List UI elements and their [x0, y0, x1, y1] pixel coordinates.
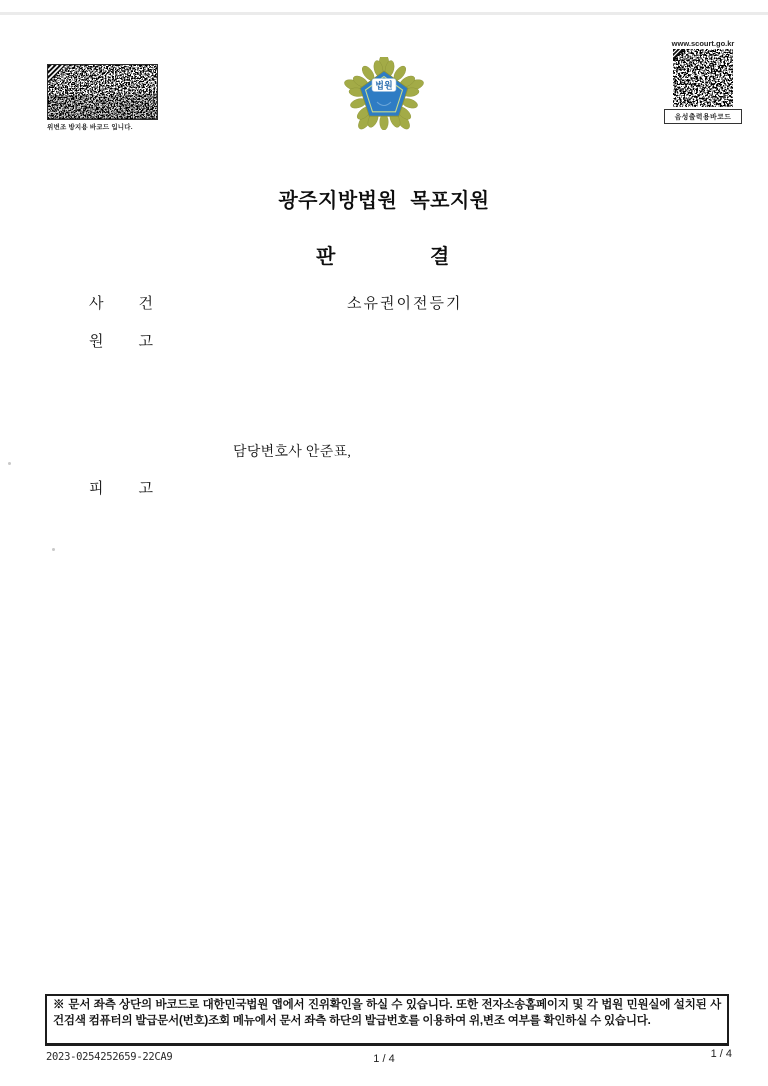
- plaintiff-label-char-2: 고: [138, 334, 153, 350]
- case-label-char-1: 사: [89, 296, 104, 312]
- judgment-char-1: 판: [316, 246, 336, 268]
- defendant-label-char-1: 피: [89, 481, 104, 497]
- case-label-char-2: 건: [138, 296, 153, 312]
- emblem-label: 법원: [375, 80, 393, 91]
- issue-number: 2023-0254252659-22CA9: [46, 1051, 173, 1063]
- tamper-barcode-block: [47, 64, 160, 131]
- scan-artifact-line: [0, 12, 768, 15]
- page-indicator-center: 1 / 4: [373, 1053, 395, 1065]
- field-case-value: 소유권이전등기: [347, 296, 463, 312]
- attorney-line: 담당변호사 안준표,: [233, 445, 352, 460]
- field-case-label: [89, 292, 153, 313]
- defendant-label-char-2: 고: [138, 481, 153, 497]
- voice-barcode-caption: 음성출력용바코드: [664, 109, 742, 124]
- field-plaintiff-label: [89, 330, 153, 351]
- court-emblem-icon: [344, 57, 424, 130]
- voice-barcode-image: [673, 49, 733, 107]
- verification-notice-box: ※ 문서 좌측 상단의 바코드로 대한민국법원 앱에서 진위확인을 하실 수 있습니다. 또한 전자소송홈페이지 및 각 법원 민원실에 설치된 사건검색 컴퓨터의 발급문서(번호)조회 메뉴에서 문서 좌측 하단의 발급번호를 이용하여 위,변조 여부를 확인하실 수 있습니다.: [45, 994, 729, 1046]
- scan-speck: [52, 548, 55, 551]
- court-title: 광주지방법원 목포지원: [278, 190, 490, 212]
- scan-speck: [8, 462, 11, 465]
- voice-barcode-block: [664, 39, 742, 124]
- tamper-barcode-caption: 위변조 방지용 바코드 입니다.: [47, 124, 133, 131]
- page-indicator-right: 1 / 4: [710, 1048, 732, 1060]
- judgment-char-2: 결: [430, 246, 450, 268]
- field-defendant-label: [89, 477, 153, 498]
- plaintiff-label-char-1: 원: [89, 334, 104, 350]
- tamper-barcode-image: [47, 64, 158, 120]
- judgment-title: [0, 240, 768, 268]
- scourt-url-label: www.scourt.go.kr: [671, 39, 735, 48]
